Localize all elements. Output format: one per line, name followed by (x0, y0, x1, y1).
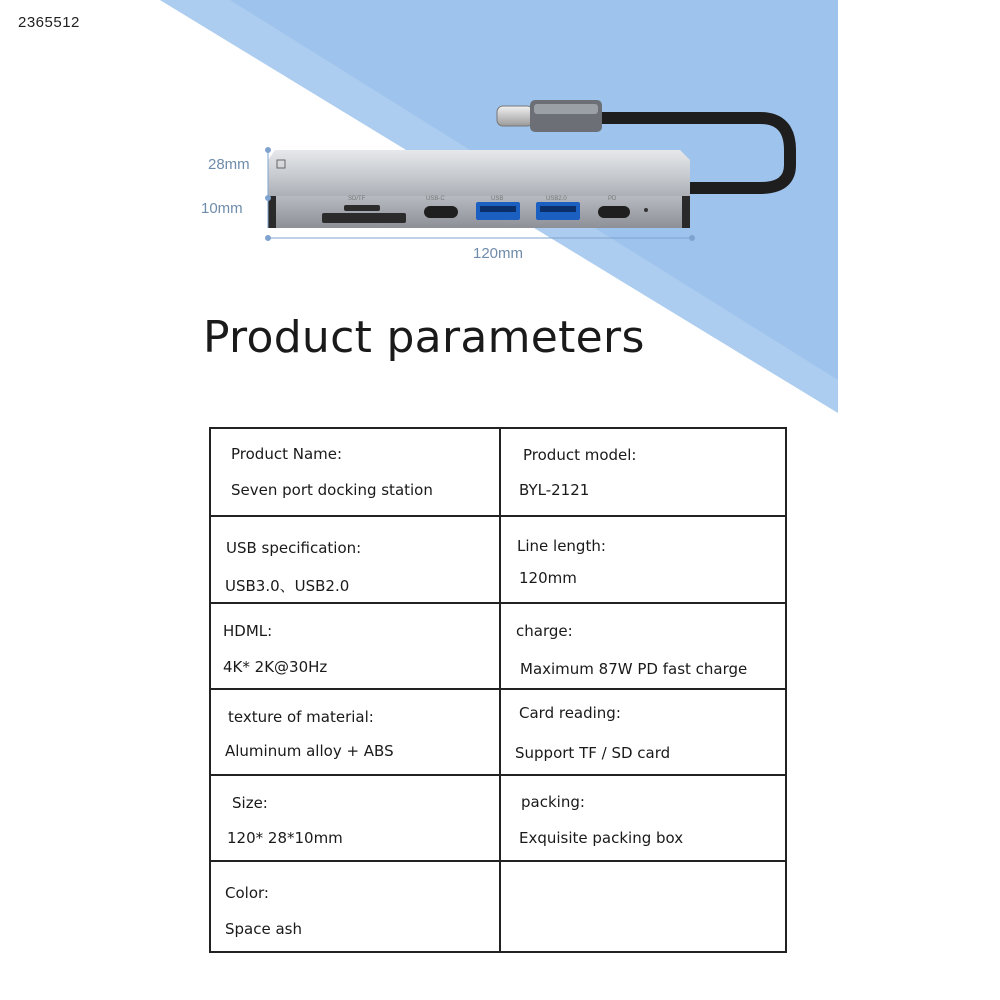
length-dimension-label: 120mm (473, 245, 524, 262)
port-label: USB-C (426, 196, 445, 202)
spec-value: Seven port docking station (231, 481, 433, 499)
spec-label: Color: (225, 884, 269, 902)
spec-cell (501, 429, 785, 517)
depth-dimension-label: 10mm (201, 200, 243, 217)
spec-cell (211, 429, 501, 517)
spec-value: Aluminum alloy + ABS (225, 742, 394, 760)
image-id: 2365512 (18, 14, 80, 31)
port-label: PD (608, 196, 617, 202)
spec-cell (501, 517, 785, 604)
spec-label: packing: (521, 793, 585, 811)
spec-label: USB specification: (226, 539, 362, 557)
spec-cell (211, 862, 501, 951)
spec-value: USB3.0、USB2.0 (225, 577, 350, 595)
spec-label: Line length: (517, 537, 606, 555)
spec-value: BYL-2121 (519, 481, 590, 499)
spec-table (209, 427, 787, 953)
spec-label: texture of material: (228, 708, 374, 726)
port-label: USB2.0 (546, 196, 567, 202)
spec-label: HDML: (223, 622, 273, 640)
spec-value: 4K* 2K@30Hz (223, 658, 328, 676)
spec-label: Card reading: (519, 704, 621, 722)
spec-value: Support TF / SD card (515, 744, 671, 762)
spec-cell (501, 604, 785, 690)
spec-cell (211, 517, 501, 604)
port-label: SD/TF (348, 196, 366, 202)
spec-cell-empty (501, 862, 785, 951)
spec-label: Size: (232, 794, 268, 812)
spec-value: 120mm (519, 569, 577, 587)
height-dimension-label: 28mm (208, 156, 250, 173)
spec-value: Exquisite packing box (519, 829, 684, 847)
spec-value: Maximum 87W PD fast charge (520, 660, 748, 678)
spec-cell (211, 776, 501, 862)
spec-cell (501, 690, 785, 776)
spec-label: charge: (516, 622, 573, 640)
page-heading: Product parameters (203, 312, 645, 363)
spec-label: Product model: (523, 446, 637, 464)
spec-value: 120* 28*10mm (227, 829, 343, 847)
spec-label: Product Name: (231, 445, 343, 463)
spec-cell (211, 690, 501, 776)
spec-value: Space ash (225, 920, 302, 938)
spec-cell (501, 776, 785, 862)
spec-cell (211, 604, 501, 690)
port-label: USB (491, 196, 504, 202)
